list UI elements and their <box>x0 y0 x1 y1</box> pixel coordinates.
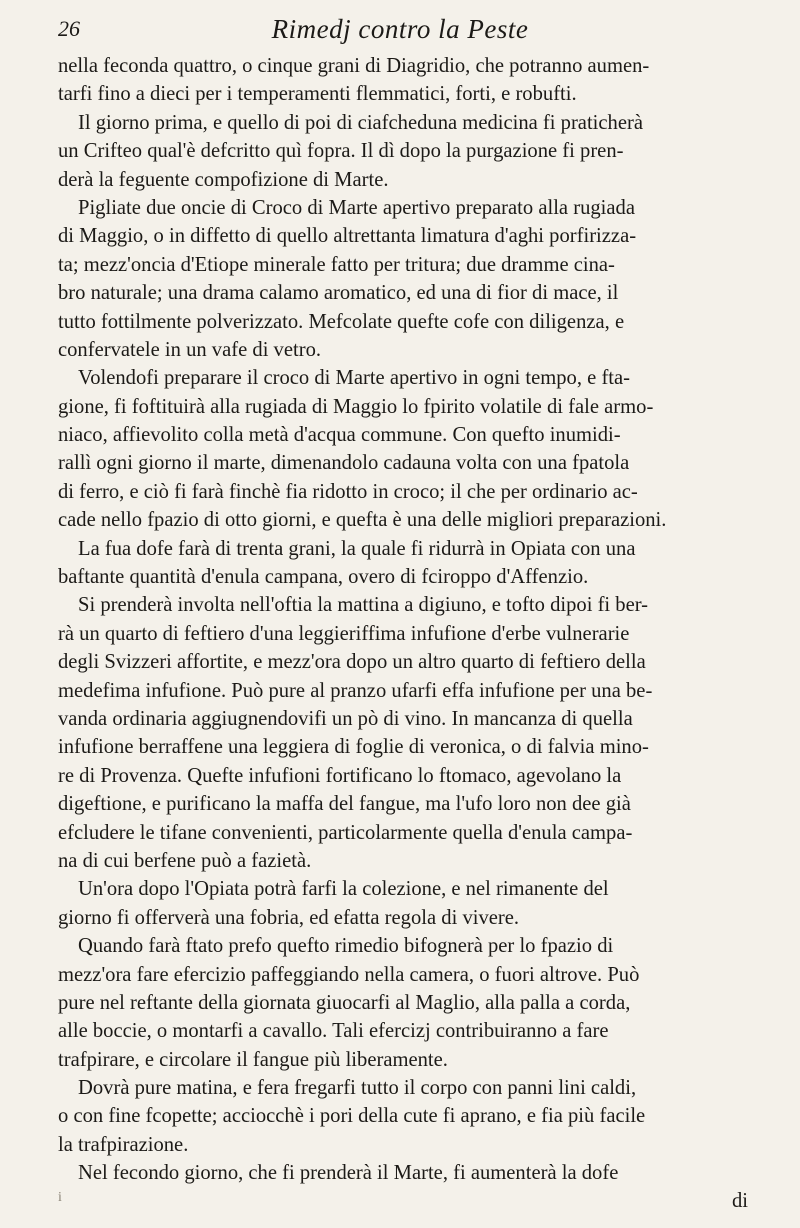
paragraph-start-line: Quando farà ftato prefo quefto rimedio bifognerà per lo fpazio di <box>78 935 614 958</box>
text-line: o con fine fcopette; acciocchè i pori della cute fi aprano, e fia più facile <box>58 1105 646 1128</box>
text-line: rallì ogni giorno il marte, dimenandolo cadauna volta con una fpatola <box>58 452 630 475</box>
text-line: giorno fi offerverà una fobria, ed efatta regola di vivere. <box>58 906 520 929</box>
text-line: di Maggio, o in diffetto di quello altrettanta limatura d'aghi porfirizza- <box>58 225 637 248</box>
paragraph-start-line: Si prenderà involta nell'oftia la mattina a digiuno, e tofto dipoi fi ber- <box>78 594 649 617</box>
text-line: la trafpirazione. <box>58 1133 189 1156</box>
catchword-line <box>58 1190 770 1218</box>
paragraph-start-line: Volendofi preparare il croco di Marte apertivo in ogni tempo, e fta- <box>78 367 631 390</box>
page-number: 26 <box>58 16 80 41</box>
paragraph-start-line: Pigliate due oncie di Croco di Marte apertivo preparato alla rugiada <box>78 196 635 219</box>
paragraph-start-line: Un'ora dopo l'Opiata potrà farfi la colezione, e nel rimanente del <box>78 878 609 901</box>
text-line: tarfi fino a dieci per i temperamenti flemmatici, forti, e robufti. <box>58 83 577 106</box>
body-text <box>58 52 770 1188</box>
text-line: mezz'ora fare efercizio paffeggiando nella camera, o fuori altrove. Può <box>58 963 640 986</box>
text-line: derà la feguente compofizione di Marte. <box>58 168 389 191</box>
text-line: digeftione, e purificano la maffa del fangue, ma l'ufo loro non dee già <box>58 793 631 816</box>
paragraph-start-line: Il giorno prima, e quello di poi di ciafcheduna medicina fi praticherà <box>78 111 643 134</box>
paragraph-start-line: Dovrà pure matina, e fera fregarfi tutto il corpo con panni lini caldi, <box>78 1077 637 1100</box>
text-line: alle boccie, o montarfi a cavallo. Tali efercizj contribuiranno a fare <box>58 1020 609 1043</box>
text-line: nella feconda quattro, o cinque grani di Diagridio, che potranno aumen- <box>58 55 650 77</box>
text-line: re di Provenza. Quefte infufioni fortificano lo ftomaco, agevolano la <box>58 764 622 787</box>
text-line: efcludere le tifane convenienti, particolarmente quella d'enula campa- <box>58 821 633 844</box>
text-line: vanda ordinaria aggiugnendovifi un pò di vino. In mancanza di quella <box>58 707 633 730</box>
text-line: infufione berraffene una leggiera di foglie di veronica, o di falvia mino- <box>58 736 649 759</box>
text-line: pure nel reftante della giornata giuocarfi al Maglio, alla palla a corda, <box>58 991 631 1014</box>
text-line: ta; mezz'oncia d'Etiope minerale fatto per tritura; due dramme cina- <box>58 253 615 276</box>
text-line: tutto fottilmente polverizzato. Mefcolate quefte cofe con diligenza, e <box>58 310 625 333</box>
text-line: na di cui berfene può a fazietà. <box>58 849 312 872</box>
text-line: medefima infufione. Può pure al pranzo ufarfi effa infufione per una be- <box>58 679 653 702</box>
text-line: rà un quarto di feftiero d'una leggieriffima infufione d'erbe vulnerarie <box>58 622 630 645</box>
text-line: cade nello fpazio di otto giorni, e quefta è una delle migliori preparazioni. <box>58 509 667 532</box>
text-line: di ferro, e ciò fi farà finchè fia ridotto in croco; il che per ordinario ac- <box>58 480 638 503</box>
text-line: degli Svizzeri affortite, e mezz'ora dopo un altro quarto di feftiero della <box>58 651 646 674</box>
text-line: un Crifteo qual'è defcritto quì fopra. Il dì dopo la purgazione fi pren- <box>58 140 624 163</box>
catchword: di <box>731 1190 748 1212</box>
paragraph-start-line: La fua dofe farà di trenta grani, la quale fi ridurrà in Opiata con una <box>78 537 636 560</box>
text-line: niaco, affievolito colla metà d'acqua commune. Con quefto inumidi- <box>58 424 621 447</box>
text-line: baftante quantità d'enula campana, overo di fciroppo d'Affenzio. <box>58 566 589 589</box>
paragraph-start-line: Nel fecondo giorno, che fi prenderà il Marte, fi aumenterà la dofe <box>78 1162 619 1185</box>
text-line: trafpirare, e circolare il fangue più liberamente. <box>58 1048 448 1071</box>
running-title: Rimedj contro la Peste <box>271 14 529 44</box>
margin-mark: i <box>58 1190 62 1205</box>
page-header <box>0 10 800 50</box>
text-line: confervatele in un vafe di vetro. <box>58 338 322 361</box>
text-line: gione, fi foftituirà alla rugiada di Maggio lo fpirito volatile di fale armo- <box>58 395 654 418</box>
text-line: bro naturale; una drama calamo aromatico, ed una di fior di mace, il <box>58 282 619 305</box>
